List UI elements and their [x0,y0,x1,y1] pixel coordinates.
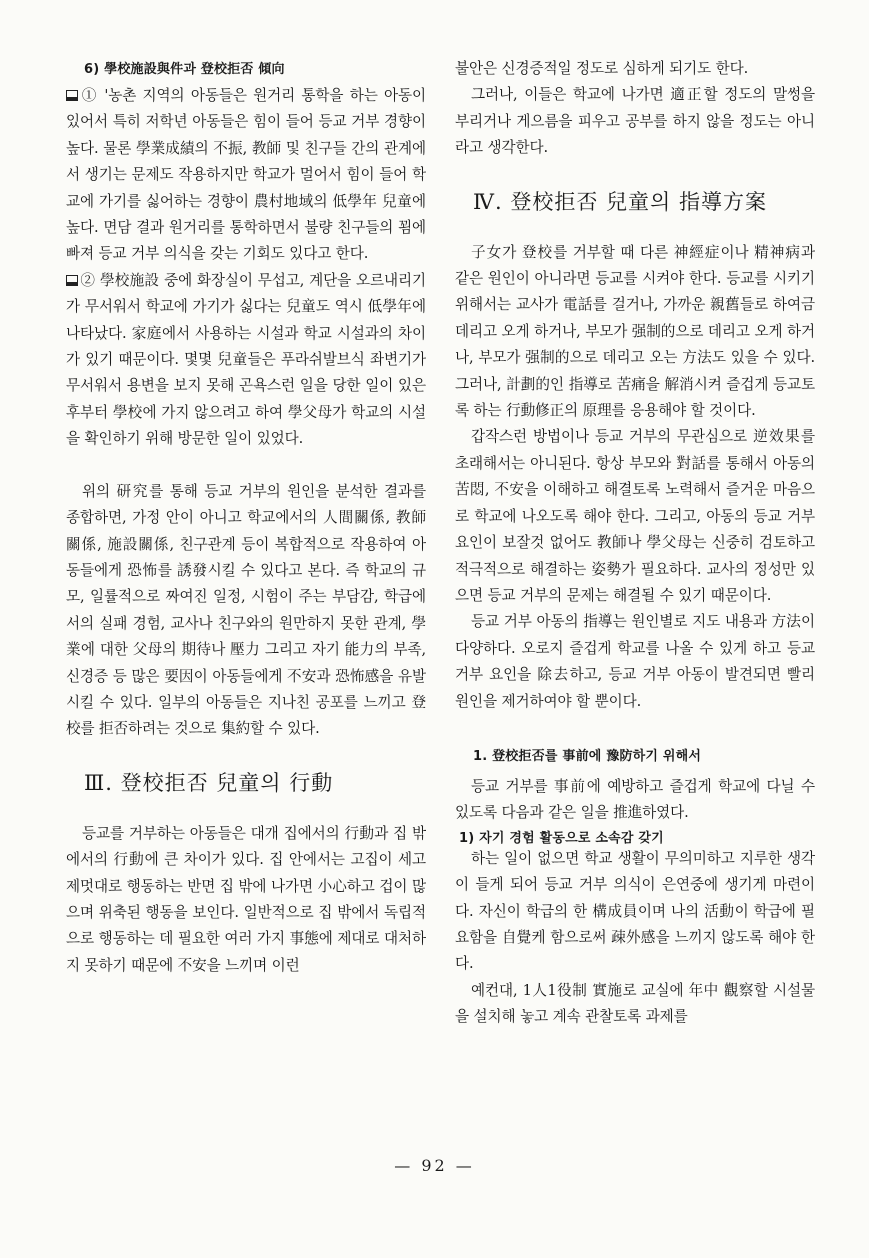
paragraph-r3: 子女가 登校를 거부할 때 다른 神經症이나 精神病과 같은 원인이 아니라면 등교를 시켜야 한다. 등교를 시키기 위해서는 교사가 電話를 걸거나, 가까운 親舊들로 하여금 데리고 오게 하거나, 부모가 强制的으로 데리고 오게 하거나, 부모가 强制的으로 데리고 오는 方法도 있을 수 있다. 그러나, 計劃的인 指導로 苦痛을 解消시켜 즐겁게 등교토록 하는 行動修正의 原理를 응용해야 할 것이다. [455,243,815,420]
left-column [66,56,426,979]
subsection-heading-1: 1. 登校拒否를 事前에 豫防하기 위해서 [473,748,702,764]
subsection-heading-1-1: 1) 자기 경험 활동으로 소속감 갖기 [459,830,664,846]
paragraph-r4: 갑작스런 방법이나 등교 거부의 무관심으로 逆效果를 초래해서는 아니된다. 항상 부모와 對話를 통해서 아동의 苦悶, 不安을 이해하고 해결토록 노력해서 즐거운 마음으로 학교에 나오도록 해야 한다. 그리고, 아동의 등교 거부 요인이 보잘것 없어도 教師나 學父母는 신중히 검토하고 적극적으로 해결하는 姿勢가 필요하다. 교사의 정성만 있으면 등교 거부의 문제는 해결될 수 있기 때문이다. [455,428,815,604]
page-number: — 92 — [394,1156,475,1175]
subsection-heading: 6) 學校施設與件과 登校拒否 傾向 [84,62,285,77]
right-column [455,56,815,1031]
paragraph-2-text: ② 學校施設 중에 화장실이 무섭고, 계단을 오르내리기가 무서워서 학교에 가기가 싫다는 兒童도 역시 低學年에 나타났다. 家庭에서 사용하는 시설과 학교 시설과의 차이가 있기 때문이다. 몇몇 兒童들은 푸라쉬발브식 좌변기가 무서워서 용변을 보지 못해 곤욕스런 일을 당한 일이 있은 후부터 學校에 가지 않으려고 하여 學父母가 학교의 시설을 확인하기 위해 방문한 일이 있었다. [66,271,426,448]
section-title-3: Ⅲ. 登校拒否 兒童의 行動 [84,770,334,795]
paragraph-r6: 등교 거부를 事前에 예방하고 즐겁게 학교에 다닐 수 있도록 다음과 같은 일을 推進하였다. [455,777,815,822]
paragraph-r2: 그러나, 이들은 학교에 나가면 適正할 정도의 말썽을 부리거나 게으름을 피우고 공부를 하지 않을 정도는 아니라고 생각한다. [455,86,815,157]
paragraph-r1: 불안은 신경증적일 정도로 심하게 되기도 한다. [455,60,749,77]
section-title-4: Ⅳ. 登校拒否 兒童의 指導方案 [473,189,767,214]
paragraph-3: 위의 研究를 통해 등교 거부의 원인을 분석한 결과를 종합하면, 가정 안이 아니고 학교에서의 人間關係, 教師關係, 施設關係, 친구관계 등이 복합적으로 작용하여 아동들에게 恐怖를 誘發시킬 수 있다고 본다. 즉 학교의 규모, 일률적으로 짜여진 일정, 시험이 주는 부담감, 학급에서의 실패 경험, 교사나 친구와의 원만하지 못한 관계, 學業에 대한 父母의 期待나 壓力 그리고 자기 能力의 부족, 신경증 등 많은 要因이 아동들에게 不安과 恐怖感을 유발시킬 수 있다. 일부의 아동들은 지나친 공포를 느끼고 登校를 拒否하려는 것으로 集約할 수 있다. [66,482,426,738]
paragraph-4: 등교를 거부하는 아동들은 대개 집에서의 行動과 집 밖에서의 行動에 큰 차이가 있다. 집 안에서는 고집이 세고 제멋대로 행동하는 반면 집 밖에 나가면 小心하고 겁이 많으며 위축된 행동을 보인다. 일반적으로 집 밖에서 독립적으로 행동하는 데 필요한 여러 가지 事態에 제대로 대처하지 못하기 때문에 不安을 느끼며 이런 [66,824,426,974]
paragraph-2 [66,268,426,453]
paragraph-r7: 하는 일이 없으면 학교 생활이 무의미하고 지루한 생각이 들게 되어 등교 거부 의식이 은연중에 생기게 마련이다. 자신이 학급의 한 構成員이며 나의 活動이 학급에 필요함을 自覺케 함으로써 疎外感을 느끼지 않도록 해야 한다. [455,849,815,973]
paragraph-1-text: ① '농촌 지역의 아동들은 원거리 통학을 하는 아동이 있어서 특히 저학년 아동들은 힘이 들어 등교 거부 경향이 높다. 물론 學業成績의 不振, 教師 및 친구들 간의 관계에서 생기는 문제도 작용하지만 학교가 멀어서 힘이 들어 학교에 가기를 싫어하는 경향이 農村地域의 低學年 兒童에 높다. 면담 결과 원거리를 통학하면서 불량 친구들의 꾐에 빠져 등교 거부 의식을 갖는 기회도 있다고 한다. [66,87,426,263]
bullet-mark-icon [66,275,78,286]
paragraph-r5: 등교 거부 아동의 指導는 원인별로 지도 내용과 方法이 다양하다. 오로지 즐겁게 학교를 나올 수 있게 하고 등교 거부 요인을 除去하고, 등교 거부 아동이 발견되면 빨리 원인을 제거하여야 할 뿐이다. [455,613,815,710]
paragraph-1 [66,83,426,268]
bullet-mark-icon [66,90,78,101]
paragraph-r8: 예컨대, 1人1役制 實施로 교실에 年中 觀察할 시설물을 설치해 놓고 계속 관찰토록 과제를 [455,981,815,1026]
